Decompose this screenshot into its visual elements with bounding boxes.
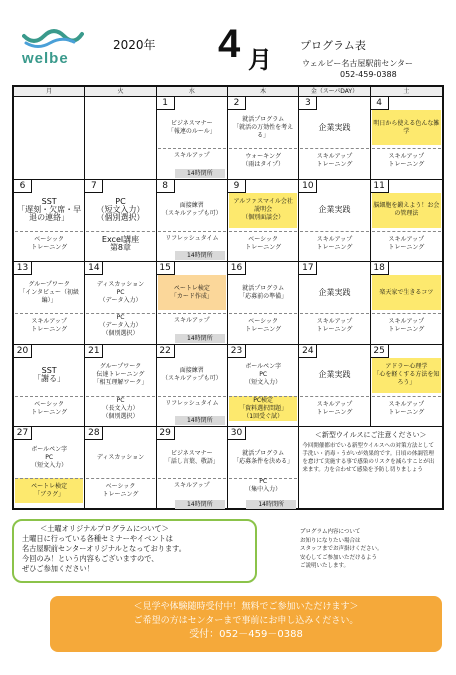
day-number: 10 <box>299 180 317 193</box>
day-cell <box>371 345 442 428</box>
morning-program: アルファスマイル会社 説明会 （個別面談会） <box>229 193 297 228</box>
note-line: プログラム内容について <box>300 529 361 535</box>
day-cell <box>228 345 299 428</box>
morning-program: ボールペン字 PC （短文入力） <box>31 445 68 469</box>
morning-program: ボールペン字 PC （短文入力） <box>245 363 282 387</box>
banner-phone: 受付：052－459－0388 <box>189 629 303 640</box>
banner-line-2: ご希望の方はセンターまで事前にお申し込みください。 <box>133 616 359 626</box>
day-cell <box>85 345 156 428</box>
morning-program: 企業実践 <box>318 205 351 215</box>
afternoon-program: PC検定 「資料選択問題」 （1回受ぐ試） <box>229 396 297 421</box>
month-unit: 月 <box>248 47 272 74</box>
afternoon-program: Excel講座 第8章 <box>86 231 154 256</box>
morning-program: 就活プログラム 「応募前の準備」 <box>239 284 288 300</box>
note-line: スタッフまでお声掛けください。 <box>300 546 383 552</box>
saturday-box-line: 土曜日に行っている各種セミナーやイベントは <box>22 534 173 543</box>
early-close-label: 14時閉所 <box>175 251 225 260</box>
day-cell <box>85 262 156 345</box>
morning-program: 企業実践 <box>318 287 351 297</box>
day-number: 11 <box>371 180 389 193</box>
note-line: お知りになりたい場合は <box>300 537 361 544</box>
day-number: 22 <box>157 345 175 358</box>
day-cell <box>299 180 370 263</box>
month-number: 4 <box>218 22 241 66</box>
day-cell <box>371 262 442 345</box>
day-cell <box>157 427 228 510</box>
afternoon-program: ベーシック トレーニング <box>15 396 83 421</box>
day-number: 9 <box>228 180 246 193</box>
afternoon-program: スキルアップ トレーニング <box>300 231 368 256</box>
day-number: 25 <box>371 345 389 358</box>
program-note <box>300 528 445 571</box>
day-cell <box>157 180 228 263</box>
day-cell <box>85 180 156 263</box>
day-cell <box>157 97 228 180</box>
welbe-logo-wave <box>22 28 84 50</box>
day-cell <box>14 262 85 345</box>
early-close-label: 14時閉所 <box>246 500 296 509</box>
day-number: 24 <box>299 345 317 358</box>
afternoon-program: リフレッシュタイム <box>158 231 226 246</box>
day-cell <box>299 262 370 345</box>
afternoon-program: スキルアップ トレーニング <box>300 313 368 338</box>
note-line: 安心してご参加いただけるよう <box>300 554 378 561</box>
afternoon-program: ベーシック トレーニング <box>229 231 297 256</box>
day-cell <box>371 97 442 180</box>
weekday-header: 木 <box>228 87 299 97</box>
afternoon-program: PC （長文入力） （個別選択） <box>86 396 154 421</box>
day-cell <box>14 180 85 263</box>
year-label: 2020年 <box>113 38 156 52</box>
day-cell <box>157 345 228 428</box>
weekday-header: 水 <box>157 87 228 97</box>
early-close-label: 14時閉所 <box>175 169 225 178</box>
morning-program: ビジネスマナー 「報連のルール」 <box>167 119 216 135</box>
day-number: 4 <box>371 97 389 110</box>
afternoon-program: スキルアップ トレーニング <box>372 313 441 338</box>
afternoon-program: スキルアップ トレーニング <box>300 148 368 173</box>
day-cell <box>228 97 299 180</box>
day-cell <box>228 180 299 263</box>
day-cell <box>299 97 370 180</box>
afternoon-program: スキルアップ トレーニング <box>372 396 441 421</box>
day-cell <box>228 262 299 345</box>
saturday-box-line: 今回のみ！という内容もございますので、 <box>22 554 159 563</box>
day-cell <box>85 427 156 510</box>
morning-program: 企業実践 <box>318 122 351 132</box>
day-cell <box>14 97 85 180</box>
weekday-header: 火 <box>85 87 156 97</box>
saturday-program-box <box>12 519 257 583</box>
banner-line-1: ＜見学や体験随時受付中！無料でご参加いただけます＞ <box>133 602 359 612</box>
welbe-logo: welbe <box>22 50 69 67</box>
day-number: 14 <box>85 262 103 275</box>
morning-program: ディスカッション <box>96 453 145 461</box>
day-number: 20 <box>14 345 32 358</box>
page-title: プログラム表 <box>300 39 366 52</box>
morning-program: SST 「遅刻・欠席・早退の連絡」 <box>17 197 82 223</box>
notice-cell <box>299 427 442 510</box>
weekday-header: 月 <box>14 87 85 97</box>
day-cell <box>157 262 228 345</box>
day-number: 23 <box>228 345 246 358</box>
virus-notice-title: ＜新型ウイルスにご注意ください＞ <box>314 431 427 440</box>
early-close-label: 14時閉所 <box>175 500 225 509</box>
morning-program: グループワーク 「インタビュー（初級編）」 <box>19 280 80 304</box>
morning-program: PC （短文入力） （個別選択） <box>96 197 145 223</box>
morning-program: 楽天家で生きるコツ <box>372 275 441 310</box>
morning-program: 脳細胞を鍛えよう！お会の管理法 <box>372 193 441 228</box>
day-number: 30 <box>228 427 246 440</box>
day-cell <box>85 97 156 180</box>
afternoon-program: スキルアップ トレーニング <box>15 313 83 338</box>
early-close-label: 14時閉所 <box>175 416 225 425</box>
saturday-box-line: 名古屋駅前センターオリジナルとなっております。 <box>22 544 186 553</box>
calendar-grid <box>12 85 444 510</box>
day-number: 21 <box>85 345 103 358</box>
day-number: 29 <box>157 427 175 440</box>
morning-program: グループワーク 伝達トレーニング 「相互理解ワーク」 <box>93 363 148 387</box>
afternoon-program: スキルアップ <box>158 313 226 328</box>
morning-program: ビジネスマナー 「話し言葉、敬語」 <box>164 449 219 465</box>
morning-program: SST 「謝る」 <box>33 366 66 384</box>
center-name: ウェルビー名古屋駅前センター <box>302 59 414 68</box>
afternoon-program: スキルアップ トレーニング <box>372 231 441 256</box>
morning-program: 企業実践 <box>318 370 351 380</box>
afternoon-program: ウォーキング （雨はタイプ） <box>229 148 297 173</box>
day-number: 3 <box>299 97 317 110</box>
weekday-header: 土 <box>371 87 442 97</box>
saturday-box-line: ぜひご参加ください！ <box>22 564 94 573</box>
day-number: 28 <box>85 427 103 440</box>
afternoon-program: リフレッシュタイム <box>158 396 226 411</box>
afternoon-program: ペートレ検定 「ブラグ」 <box>15 478 83 503</box>
afternoon-program: PC （データ入力） （個別選択） <box>86 313 154 338</box>
afternoon-program: ベーシック トレーニング <box>229 313 297 338</box>
note-line: ご説明いたします。 <box>300 563 350 569</box>
early-close-label: 14時閉所 <box>175 334 225 343</box>
day-number: 2 <box>228 97 246 110</box>
trial-banner <box>50 596 442 652</box>
day-number: 15 <box>157 262 175 275</box>
weekday-header: 金（スーパDAY） <box>299 87 370 97</box>
afternoon-program: スキルアップ トレーニング <box>372 148 441 173</box>
morning-program: 就活プログラム 「応募条件を決める」 <box>233 449 294 465</box>
afternoon-program: スキルアップ <box>158 478 226 493</box>
afternoon-program: ベーシック トレーニング <box>86 478 154 503</box>
day-cell <box>228 427 299 510</box>
day-number: 18 <box>371 262 389 275</box>
day-cell <box>371 180 442 263</box>
afternoon-program: PC （集中入力） <box>229 478 297 493</box>
morning-program: ディスカッション PC （データ入力） <box>96 280 145 304</box>
morning-program: 明日から使える色んな雑学 <box>372 110 441 145</box>
day-number: 6 <box>14 180 32 193</box>
day-cell <box>14 345 85 428</box>
morning-program: 就活プログラム 「就活の万効性を考える」 <box>233 115 294 139</box>
morning-program: 面接練習 （スキルアップも可） <box>162 202 222 218</box>
day-number: 1 <box>157 97 175 110</box>
saturday-box-title: ＜土曜オリジナルプログラムについて＞ <box>40 524 169 533</box>
morning-program: アドラー心理学 「心を軽くする方法を知ろう」 <box>372 358 441 393</box>
afternoon-program: ベーシック トレーニング <box>15 231 83 256</box>
day-number: 13 <box>14 262 32 275</box>
virus-notice-body: 今回開催都市でいる新型ウイルスへの対策方法として手洗い・消毒・うがいが効果的です。日頃の体調管理を怠けて実施する事で感染のリスクを減らすことが出来ます。力を合わせて感染を予防し切りましょう <box>302 443 435 474</box>
afternoon-program: スキルアップ トレーニング <box>300 396 368 421</box>
morning-program: ペートレ検定 「カード作成」 <box>158 275 226 310</box>
day-number: 27 <box>14 427 32 440</box>
day-cell <box>14 427 85 510</box>
center-phone: 052-459-0388 <box>340 70 397 79</box>
day-number: 8 <box>157 180 175 193</box>
day-number: 17 <box>299 262 317 275</box>
day-number: 7 <box>85 180 103 193</box>
day-cell <box>299 345 370 428</box>
morning-program: 面接練習 （スキルアップも可） <box>162 367 222 383</box>
afternoon-program: スキルアップ <box>158 148 226 163</box>
day-number: 16 <box>228 262 246 275</box>
